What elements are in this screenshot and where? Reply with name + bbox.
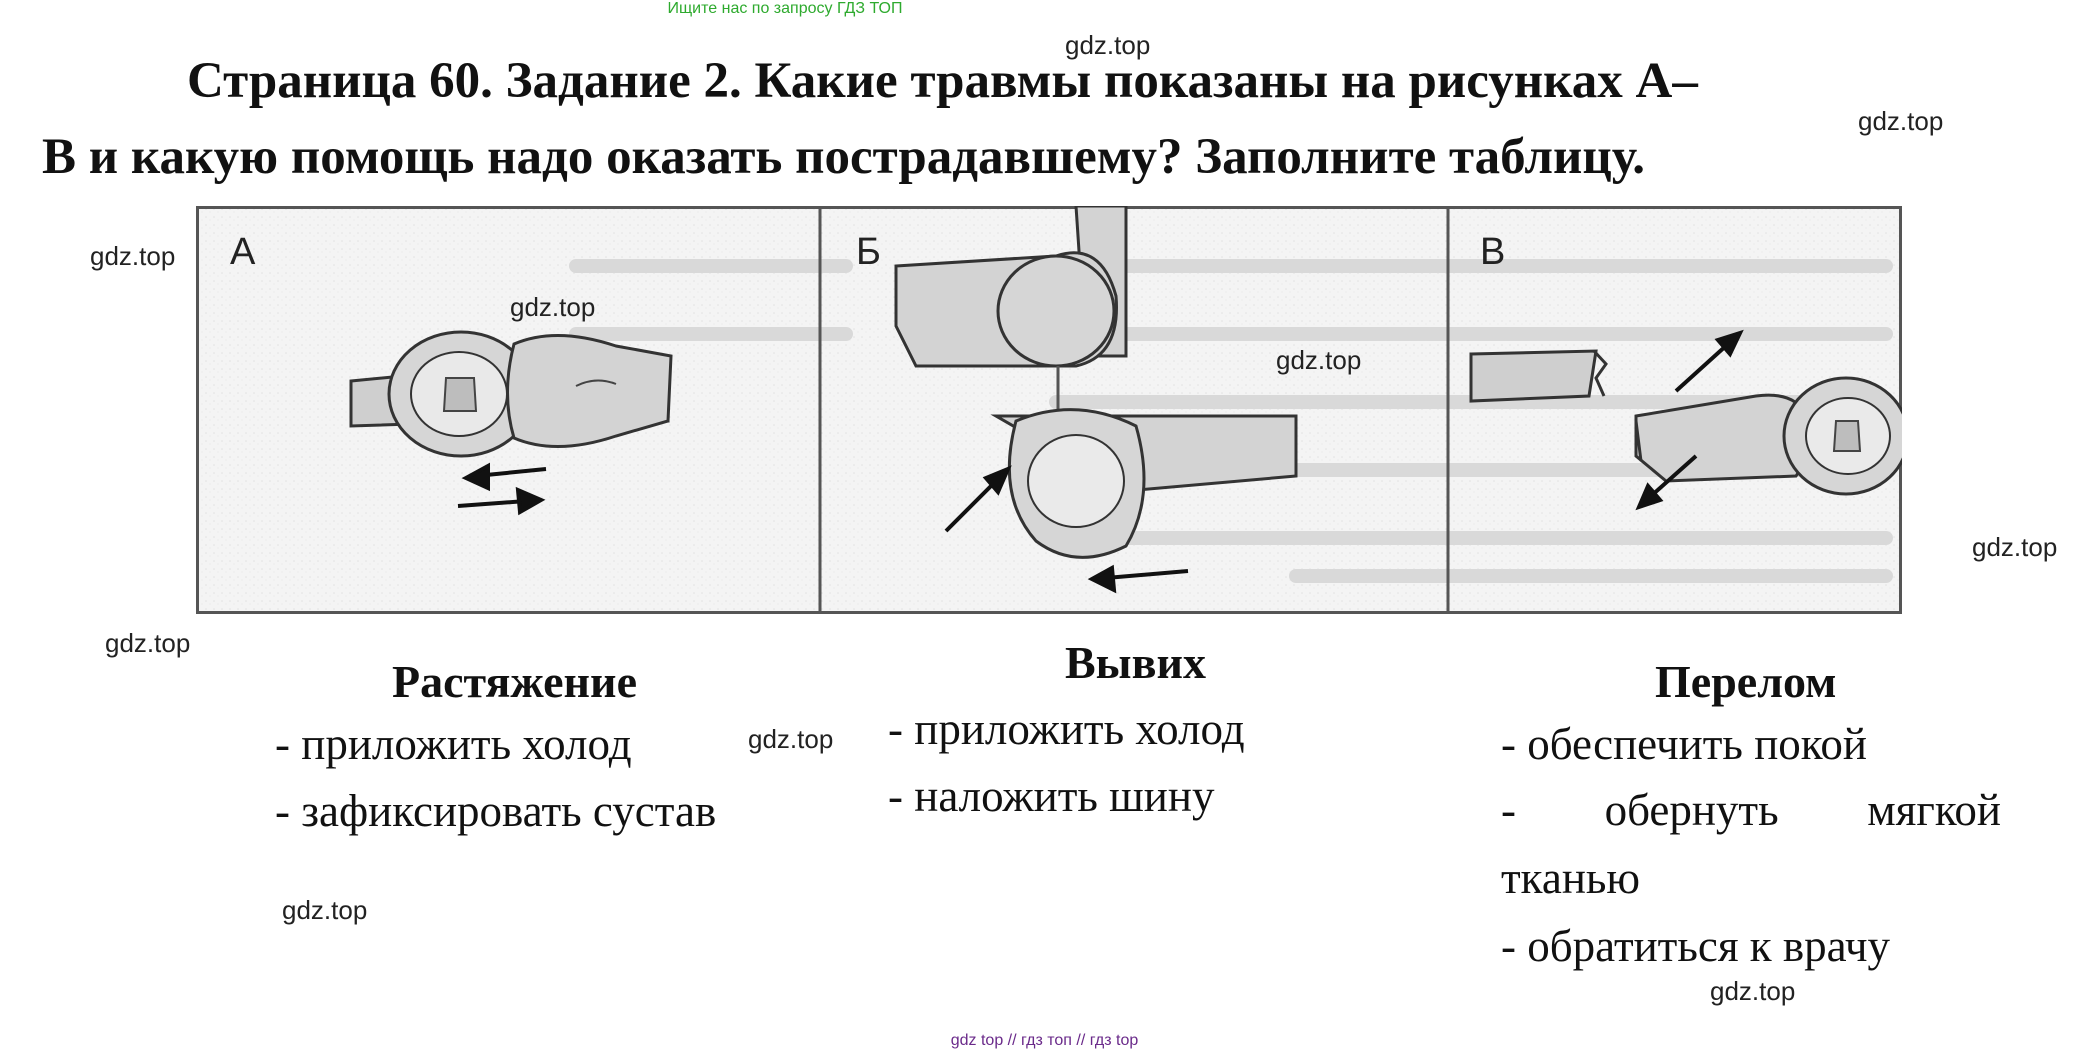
illustration-svg [196,206,1902,614]
watermark: gdz.top [1065,30,1151,60]
fracture-item-2-line-1 [1501,784,2001,836]
injury-illustrations [196,206,1902,614]
panel-letter-b: Б [856,231,881,273]
page-title-line-2: В и какую помощь надо оказать пострадавшему? Заполните таблицу. [42,129,1645,185]
footer-links [0,1032,2089,1050]
sprain-item-2: - зафиксировать сустав [275,786,717,836]
fracture-item-1: - обеспечить покой [1501,719,1867,769]
sprain-item-1: - приложить холод [275,719,632,769]
watermark: gdz.top [1858,106,1944,136]
dislocation-item-1: - приложить холод [888,704,1245,754]
fracture-item-2-line-2: тканью [1501,853,1641,903]
watermark: gdz.top [1276,345,1362,375]
footer-link-2[interactable]: гдз топ [1021,1032,1072,1049]
fracture-item-3: - обратиться к врачу [1501,921,1890,971]
watermark: gdz.top [282,895,368,925]
fracture-item-2-word-3: мягкой [1867,785,2001,835]
footer-separator: // [1076,1032,1086,1049]
watermark: gdz.top [105,628,191,658]
panel-letter-c: В [1480,231,1506,273]
footer-link-1[interactable]: gdz top [950,1032,1004,1049]
dislocation-heading: Вывих [1065,637,1206,688]
sprain-heading: Растяжение [392,656,637,707]
watermark: gdz.top [1972,532,2058,562]
page-title-line-1: Страница 60. Задание 2. Какие травмы показаны на рисунках А– [187,53,1698,109]
footer-link-3[interactable]: гдз top [1089,1032,1139,1049]
watermark: gdz.top [1710,976,1796,1006]
fracture-heading: Перелом [1655,656,1837,707]
panel-letter-a: А [230,231,256,273]
search-hint-link[interactable]: Ищите нас по запросу ГДЗ ТОП [667,0,903,17]
watermark: gdz.top [748,724,834,754]
fracture-item-2-word-1: - [1501,785,1516,835]
watermark: gdz.top [510,292,596,322]
watermark: gdz.top [90,241,176,271]
dislocation-item-2: - наложить шину [888,771,1215,821]
footer-separator: // [1007,1032,1017,1049]
fracture-item-2-word-2: обернуть [1604,785,1779,835]
